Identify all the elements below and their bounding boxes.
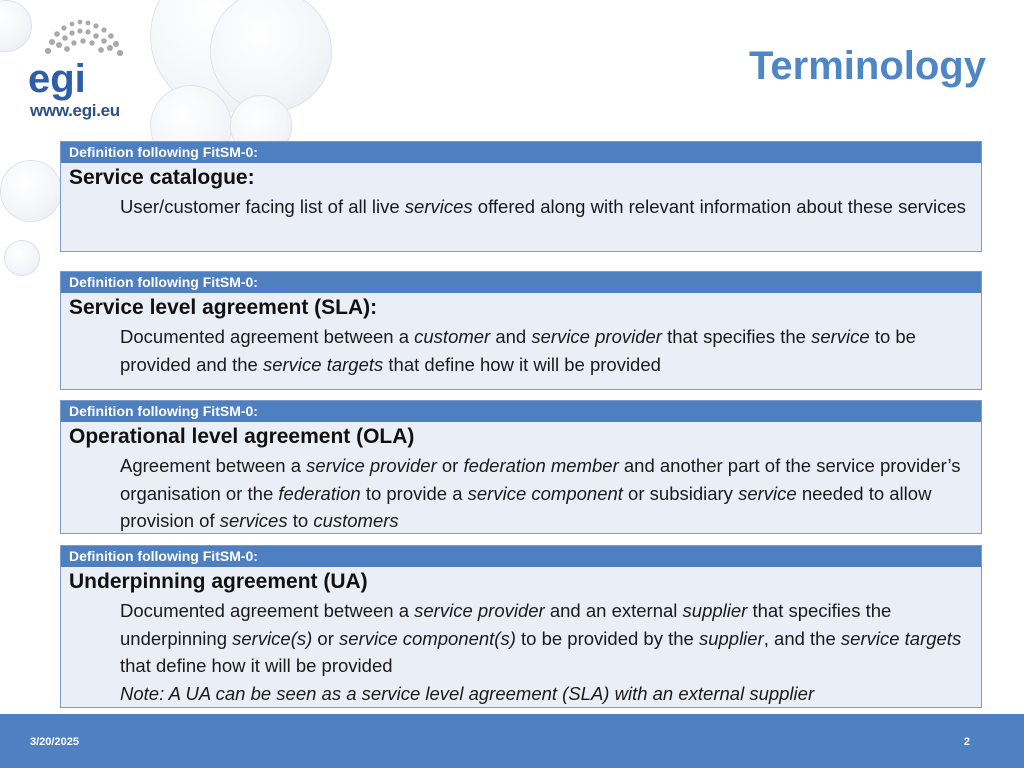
emphasized-term: services (404, 196, 473, 217)
card-note: Note: A UA can be seen as a service level agreement (SLA) with an external supplier (120, 682, 815, 704)
emphasized-term: supplier (682, 600, 748, 621)
background-bubble (0, 160, 62, 222)
card-definition (61, 450, 981, 541)
emphasized-term: service provider (306, 455, 437, 476)
definition-card-ua (60, 545, 982, 708)
definition-text: Documented agreement between a (120, 600, 415, 621)
card-term: Operational level agreement (OLA) (69, 425, 415, 448)
card-header: Definition following FitSM-0: (61, 401, 981, 422)
footer-date: 3/20/2025 (30, 736, 79, 748)
definition-text: and (490, 326, 532, 347)
page-title: Terminology (748, 44, 986, 88)
definition-text: Documented agreement between a (120, 326, 415, 347)
card-term: Underpinning agreement (UA) (69, 570, 368, 593)
definition-text: or (312, 627, 340, 649)
background-bubble (4, 240, 40, 276)
emphasized-term: supplier (698, 627, 764, 649)
emphasized-term: customers (313, 510, 399, 531)
card-definition (61, 321, 981, 384)
definition-text: and another part of the service provider’s organisation or the (120, 455, 961, 504)
logo-url: www.egi.eu (30, 101, 120, 120)
emphasized-term: service targets (262, 353, 384, 375)
definition-text: that specifies the (661, 326, 812, 347)
definition-text: User/customer facing list of all live (120, 196, 405, 217)
card-term: Service catalogue: (69, 166, 255, 189)
background-bubble (210, 0, 332, 112)
definition-text: or (436, 455, 464, 476)
emphasized-term: services (219, 510, 288, 531)
definition-card-service-catalogue (60, 141, 982, 252)
footer-bar (0, 714, 1024, 768)
card-term: Service level agreement (SLA): (69, 296, 378, 319)
emphasized-term: service(s) (232, 627, 313, 649)
definition-text: that define how it will be provided (120, 655, 393, 676)
definition-text: to (287, 510, 314, 531)
emphasized-term: service (738, 482, 797, 504)
page-number: 2 (963, 736, 970, 748)
logo-wordmark: egi (28, 57, 86, 101)
emphasized-term: service provider (531, 326, 662, 347)
definition-text: or subsidiary (622, 482, 739, 504)
definition-text: that define how it will be provided (383, 353, 661, 375)
definition-card-sla (60, 271, 982, 390)
definition-text: to provide a (360, 482, 468, 504)
emphasized-term: federation (278, 482, 361, 504)
definition-text: and an external (544, 600, 683, 621)
definition-text: that specifies the underpinning (120, 600, 892, 649)
card-definition (61, 595, 981, 709)
definition-text: Agreement between a (120, 455, 307, 476)
definition-text: to be provided and the (120, 326, 916, 375)
emphasized-term: federation member (463, 455, 619, 476)
definition-text: needed to allow provision of (120, 482, 932, 531)
card-definition-text (120, 600, 961, 676)
definition-text: , and the (763, 627, 841, 649)
emphasized-term: service component (467, 482, 623, 504)
emphasized-term: service component(s) (339, 627, 516, 649)
emphasized-term: service targets (840, 627, 962, 649)
emphasized-term: customer (414, 326, 491, 347)
card-header: Definition following FitSM-0: (61, 546, 981, 567)
card-header: Definition following FitSM-0: (61, 142, 981, 163)
card-header: Definition following FitSM-0: (61, 272, 981, 293)
definition-text: offered along with relevant information about these services (472, 196, 966, 217)
emphasized-term: service provider (414, 600, 545, 621)
egi-logo-graphic (22, 14, 142, 104)
definition-card-ola (60, 400, 982, 534)
definition-text: to be provided by the (515, 627, 699, 649)
card-definition (61, 191, 981, 227)
emphasized-term: service (811, 326, 870, 347)
